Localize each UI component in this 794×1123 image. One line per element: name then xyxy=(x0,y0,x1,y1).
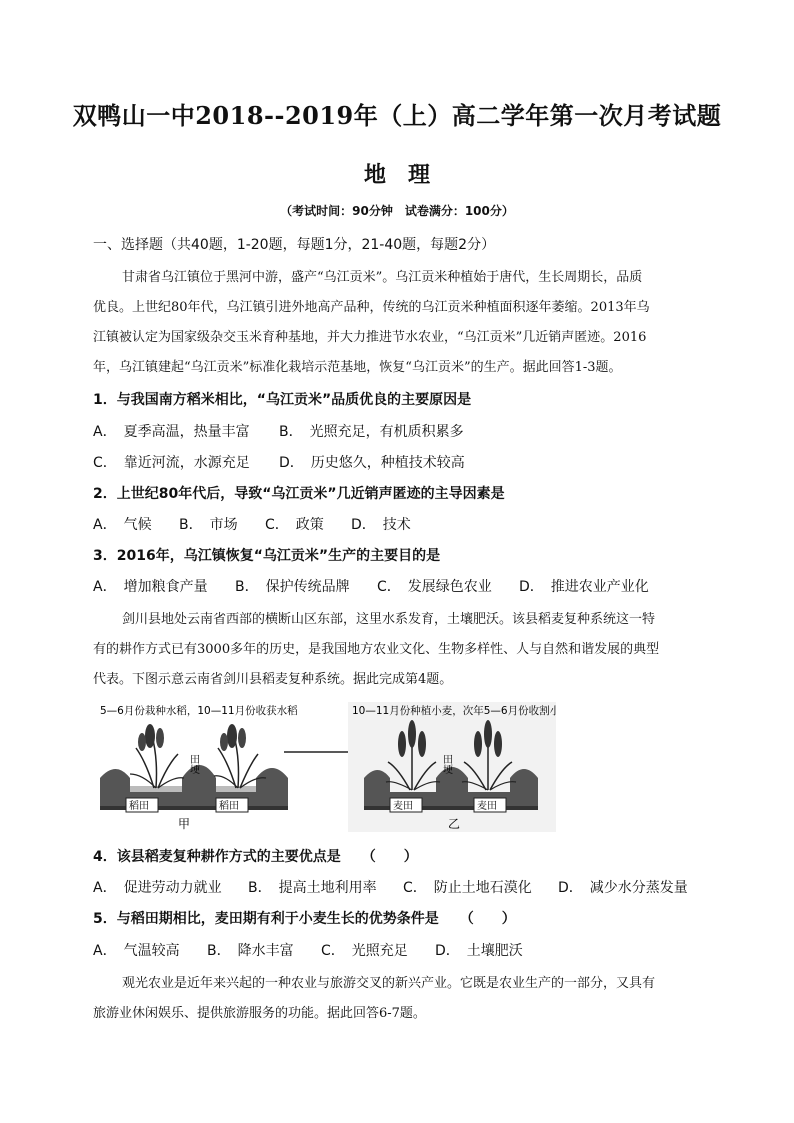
field-label-right-1: 麦田 xyxy=(393,801,413,812)
subject-heading: 地 理 xyxy=(363,162,430,188)
field-label-left-1: 稻田 xyxy=(129,801,149,812)
panel-label-right: 乙 xyxy=(448,817,461,831)
caption-left: 5—6月份栽种水稻，10—11月份收获水稻 xyxy=(100,705,298,717)
passage-line: 旅游业休闲娱乐、提供旅游服务的功能。据此回答6-7题。 xyxy=(93,1006,426,1021)
ridge-label-left: 田埂 xyxy=(187,754,199,774)
option-row xyxy=(93,421,713,441)
question-stem: 3．2016年，乌江镇恢复“乌江贡米”生产的主要目的是 xyxy=(93,548,441,564)
option-c: C． 政策 xyxy=(265,517,324,533)
caption-right: 10—11月份种植小麦，次年5—6月份收割小麦 xyxy=(352,705,556,717)
option-c: C． 防止土地石漠化 xyxy=(403,880,532,896)
exam-title: 双鸭山一中2018--2019年（上）高二学年第一次月考试题 xyxy=(72,101,722,130)
passage-line: 观光农业是近年来兴起的一种农业与旅游交叉的新兴产业。它既是农业生产的一部分，又具有 xyxy=(122,976,656,991)
field-label-right-2: 麦田 xyxy=(477,801,497,812)
option-c: C． 发展绿色农业 xyxy=(377,579,492,595)
option-b: B． 降水丰富 xyxy=(207,943,294,959)
option-b: B． 保护传统品牌 xyxy=(235,579,350,595)
rotation-diagram xyxy=(96,702,556,832)
passage-line: 代表。下图示意云南省剑川县稻麦复种系统。据此完成第4题。 xyxy=(93,672,453,687)
ridge-label-right: 田埂 xyxy=(440,754,452,774)
option-b: B． 提高土地利用率 xyxy=(248,880,377,896)
question-stem: 2．上世纪80年代后，导致“乌江贡米”几近销声匿迹的主导因素是 xyxy=(93,486,505,502)
option-d: D． 减少水分蒸发量 xyxy=(558,880,688,896)
question-stem: 4．该县稻麦复种耕作方式的主要优点是 （ ） xyxy=(93,849,418,865)
passage-line: 优良。上世纪80年代，乌江镇引进外地高产品种，传统的乌江贡米种植面积逐年萎缩。2013年乌 xyxy=(93,300,650,315)
rice-wheat-rotation-figure xyxy=(96,702,556,832)
passage-line: 剑川县地处云南省西部的横断山区东部，这里水系发育，土壤肥沃。该县稻麦复种系统这一特 xyxy=(122,612,656,627)
option-a: A． 夏季高温，热量丰富 xyxy=(93,424,250,440)
question-stem: 1．与我国南方稻米相比，“乌江贡米”品质优良的主要原因是 xyxy=(93,392,472,408)
exam-time-info: （考试时间：90分钟 试卷满分：100分） xyxy=(280,204,514,218)
option-row xyxy=(93,877,713,897)
field-label-left-2: 稻田 xyxy=(219,801,239,812)
passage-line: 有的耕作方式已有3000多年的历史，是我国地方农业文化、生物多样性、人与自然和谐发展的典型 xyxy=(93,642,660,657)
option-c: C． 靠近河流，水源充足 xyxy=(93,455,250,471)
passage-line: 年，乌江镇建起“乌江贡米”标准化栽培示范基地，恢复“乌江贡米”的生产。据此回答1-3题。 xyxy=(93,360,622,375)
option-b: B． 光照充足，有机质积累多 xyxy=(279,424,464,440)
option-c: C． 光照充足 xyxy=(321,943,408,959)
option-d: D． 推进农业产业化 xyxy=(519,579,649,595)
option-row xyxy=(93,940,713,960)
section-heading: 一、选择题（共40题，1-20题，每题1分，21-40题，每题2分） xyxy=(93,237,496,253)
option-b: B． 市场 xyxy=(179,517,238,533)
passage-line: 甘肃省乌江镇位于黑河中游，盛产“乌江贡米”。乌江贡米种植始于唐代，生长周期长，品质 xyxy=(122,270,643,285)
option-d: D． 技术 xyxy=(351,517,411,533)
option-a: A． 气温较高 xyxy=(93,943,180,959)
option-row xyxy=(93,452,713,472)
panel-label-left: 甲 xyxy=(178,817,191,831)
option-d: D． 土壤肥沃 xyxy=(435,943,523,959)
option-d: D． 历史悠久，种植技术较高 xyxy=(279,455,465,471)
option-row xyxy=(93,514,713,534)
option-a: A． 气候 xyxy=(93,517,152,533)
question-stem: 5．与稻田期相比，麦田期有利于小麦生长的优势条件是 （ ） xyxy=(93,911,516,927)
option-row xyxy=(93,576,713,596)
option-a: A． 促进劳动力就业 xyxy=(93,880,222,896)
passage-line: 江镇被认定为国家级杂交玉米育种基地，并大力推进节水农业，“乌江贡米”几近销声匿迹。2016 xyxy=(93,330,647,345)
option-a: A． 增加粮食产量 xyxy=(93,579,208,595)
